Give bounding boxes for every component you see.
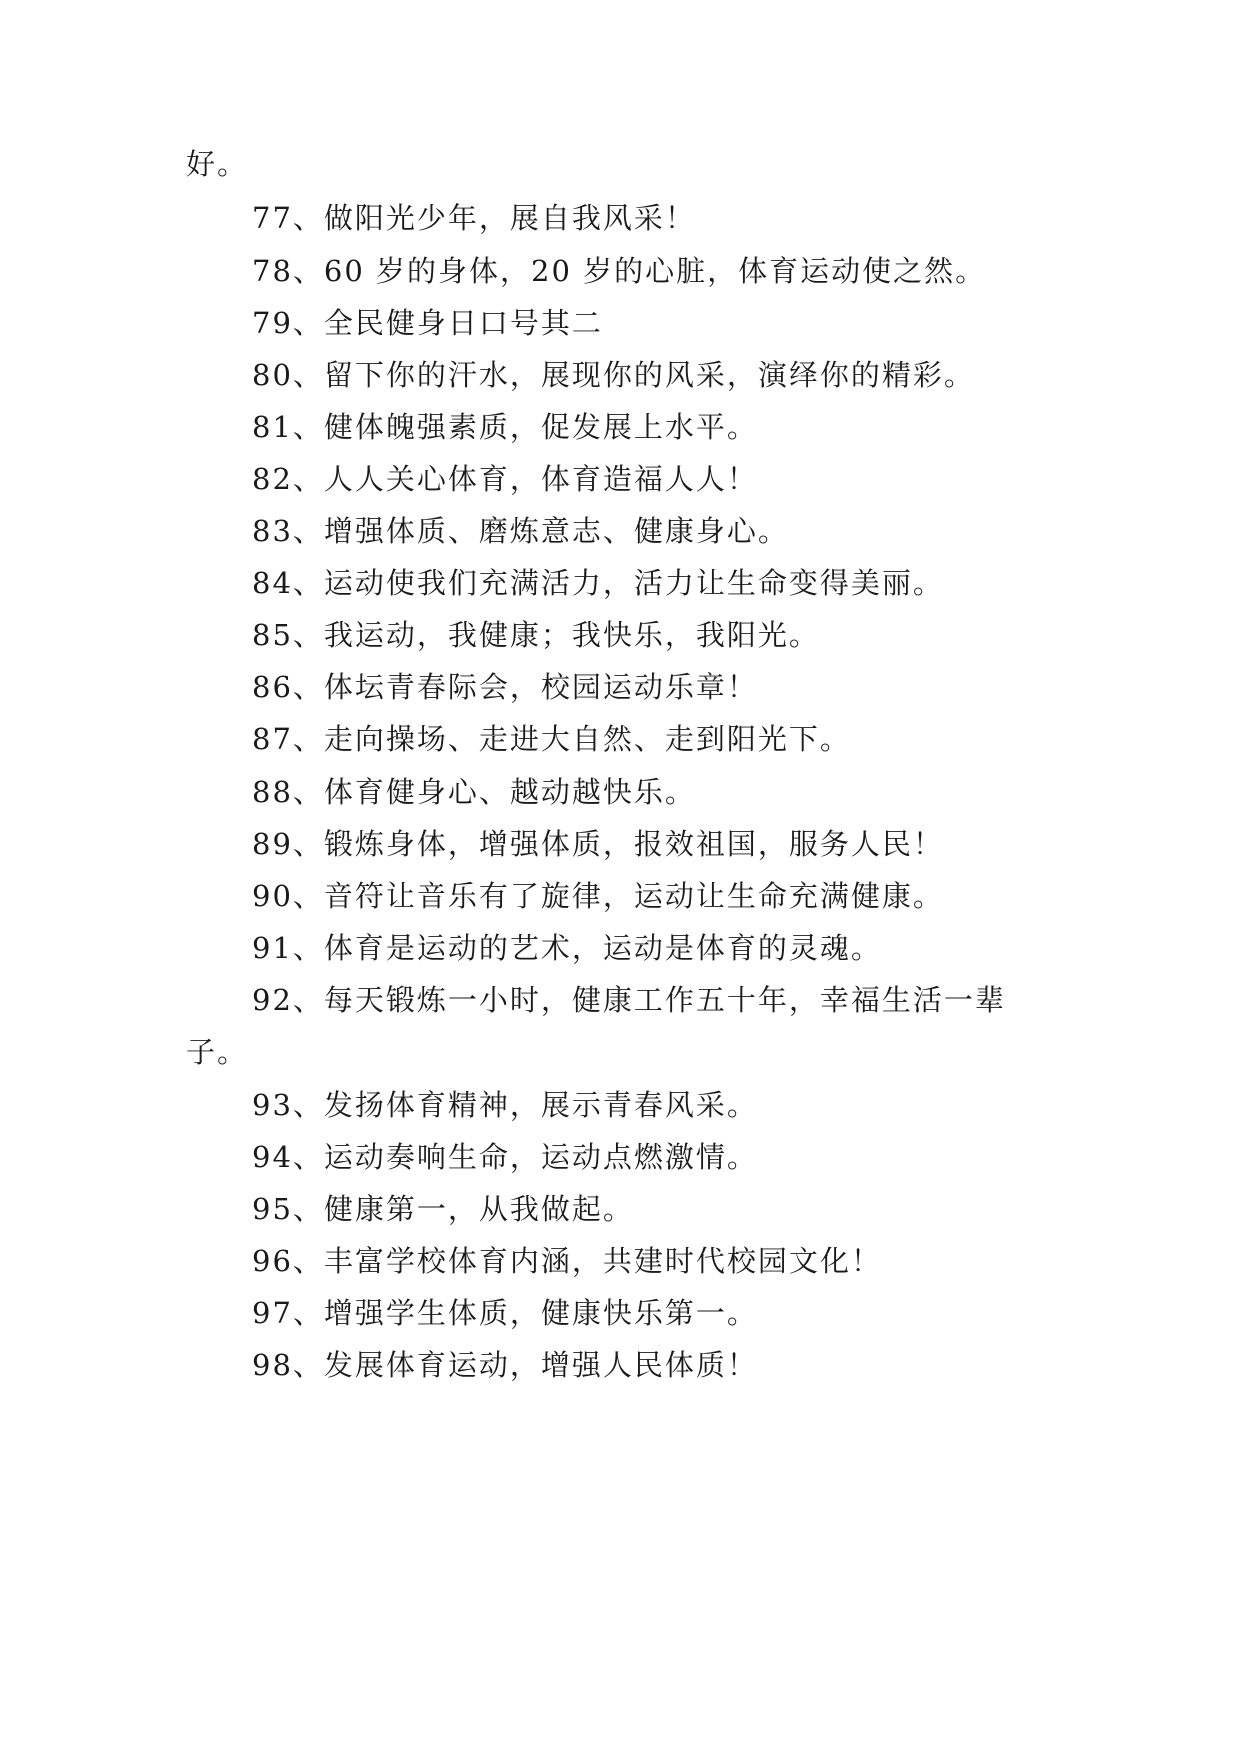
slogan-84: 84、运动使我们充满活力，活力让生命变得美丽。 bbox=[252, 566, 944, 600]
slogan-93: 93、发扬体育精神，展示青春风采。 bbox=[252, 1088, 758, 1122]
slogan-97: 97、增强学生体质，健康快乐第一。 bbox=[252, 1296, 758, 1330]
slogan-92: 92、每天锻炼一小时，健康工作五十年，幸福生活一辈 bbox=[252, 983, 1006, 1017]
slogan-81: 81、健体魄强素质，促发展上水平。 bbox=[252, 410, 758, 444]
text-line-continuation: 好。 bbox=[186, 147, 249, 181]
slogan-85: 85、我运动，我健康；我快乐，我阳光。 bbox=[252, 618, 820, 652]
slogan-98: 98、发展体育运动，增强人民体质！ bbox=[252, 1348, 758, 1382]
slogan-96: 96、丰富学校体育内涵，共建时代校园文化！ bbox=[252, 1244, 882, 1278]
slogan-89: 89、锻炼身体，增强体质，报效祖国，服务人民！ bbox=[252, 827, 944, 861]
slogan-87: 87、走向操场、走进大自然、走到阳光下。 bbox=[252, 722, 851, 756]
slogan-82: 82、人人关心体育，体育造福人人！ bbox=[252, 462, 758, 496]
slogan-94: 94、运动奏响生命，运动点燃激情。 bbox=[252, 1140, 758, 1174]
slogan-78: 78、60 岁的身体，20 岁的心脏，体育运动使之然。 bbox=[252, 254, 987, 288]
slogan-90: 90、音符让音乐有了旋律，运动让生命充满健康。 bbox=[252, 879, 944, 913]
slogan-79: 79、全民健身日口号其二 bbox=[252, 306, 603, 340]
slogan-77: 77、做阳光少年，展自我风采！ bbox=[252, 201, 696, 235]
slogan-95: 95、健康第一，从我做起。 bbox=[252, 1192, 634, 1226]
slogan-88: 88、体育健身心、越动越快乐。 bbox=[252, 775, 696, 809]
text-line-continuation: 子。 bbox=[186, 1035, 249, 1069]
slogan-86: 86、体坛青春际会，校园运动乐章！ bbox=[252, 670, 758, 704]
slogan-91: 91、体育是运动的艺术，运动是体育的灵魂。 bbox=[252, 931, 882, 965]
slogan-80: 80、留下你的汗水，展现你的风采，演绎你的精彩。 bbox=[252, 358, 975, 392]
slogan-83: 83、增强体质、磨炼意志、健康身心。 bbox=[252, 514, 789, 548]
